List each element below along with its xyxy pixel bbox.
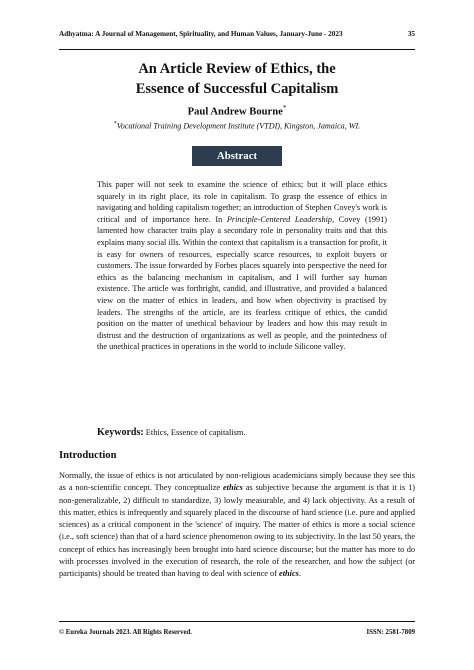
footer-rule — [59, 621, 415, 622]
article-title — [59, 59, 415, 99]
page-number: 35 — [407, 30, 415, 38]
intro-emphasis-1: ethics — [223, 483, 243, 493]
author-line — [59, 104, 415, 118]
abstract-text-part1: This paper will not seek to examine the science of ethics; but it will place ethics squarely in its right place, its role in capitalism. To grasp the essence of ethics in navigating and holding capitalism together; an introduction of Stephen Covey's work is critical and of importance here. In — [97, 180, 387, 224]
author-marker: * — [282, 104, 287, 112]
intro-part-3: . — [298, 569, 301, 579]
abstract-heading — [192, 146, 282, 166]
journal-header: Adhyatma: A Journal of Management, Spirituality, and Human Values, January-June - 2023 — [59, 30, 343, 38]
title-line-2: Essence of Successful Capitalism — [135, 81, 339, 97]
introduction-heading: Introduction — [59, 450, 117, 461]
author-name: Paul Andrew Bourne — [187, 106, 283, 118]
intro-emphasis-2: ethics — [279, 569, 299, 579]
affiliation-text: Vocational Training Development Institute (VTDI), Kingston, Jamaica, WI. — [116, 121, 361, 131]
abstract-text — [97, 179, 387, 353]
abstract-book-title: Principle-Centered Leadership — [226, 214, 333, 224]
introduction-text — [59, 470, 415, 581]
header-rule — [59, 49, 415, 50]
abstract-text-part2: , Covey (1991) lamented how character traits play a secondary role in personality traits and that this explains many social ills. Within the context that capitalism is a transaction for profit, it is easy for owners of resources, especially scarce resources, to exploit buyers or customers. The issue forwarded by Forbes places squarely into perspective the need for ethics as the balancing mechanism in capitalism, and I will further say human existence. The article was forthright, candid, and illustrative, and provided a balanced view on the matter of ethics in leaders, and how when objectivity is practised by leaders. The strengths of the article, are its fearless critique of ethics, the candid position on the matter of unethical behaviour by leaders and how this may result in distrust and the destruction of organizations as well as people, and the pointedness of the unethical practices in operations in the world to include Silicone valley. — [97, 214, 387, 352]
abstract-heading-label: Abstract — [216, 150, 258, 162]
issn: ISSN: 2581-7809 — [366, 629, 415, 636]
keywords-value: Ethics, Essence of capitalism. — [143, 428, 246, 437]
title-line-1: An Article Review of Ethics, the — [138, 61, 336, 77]
running-header — [59, 30, 415, 44]
intro-part-1: Normally, the issue of ethics is not articulated by non-religious academicians simply because they see this as a non-scientific concept. They conceptualize — [59, 471, 415, 493]
affiliation — [59, 121, 415, 131]
affiliation-marker: * — [113, 121, 117, 127]
keywords-label: Keywords: — [97, 427, 144, 438]
copyright-notice: © Eureka Journals 2023. All Rights Reserved. — [59, 629, 192, 636]
running-footer — [59, 629, 415, 636]
keywords-line — [97, 427, 246, 438]
intro-part-2: as subjective because the argument is that it is 1) non-generalizable, 2) difficult to standardize, 3) lowly measurable, and 4) lack objectivity. As a result of this matter, ethics is infrequently and squarely placed in the discourse of hard science (i.e. pure and applied sciences) as a critical component in the 'science' of inquiry. The matter of ethics is more a social science (i.e., soft science) than that of a hard science phenomenon owing to its subjectivity. In the last 50 years, the concept of ethics has increasingly been brought into hard science discourse; but the matter has more to do with processes involved in the execution of research, the role of the researcher, and how the subject (or participants) should be treated than having to deal with science of — [59, 483, 415, 579]
